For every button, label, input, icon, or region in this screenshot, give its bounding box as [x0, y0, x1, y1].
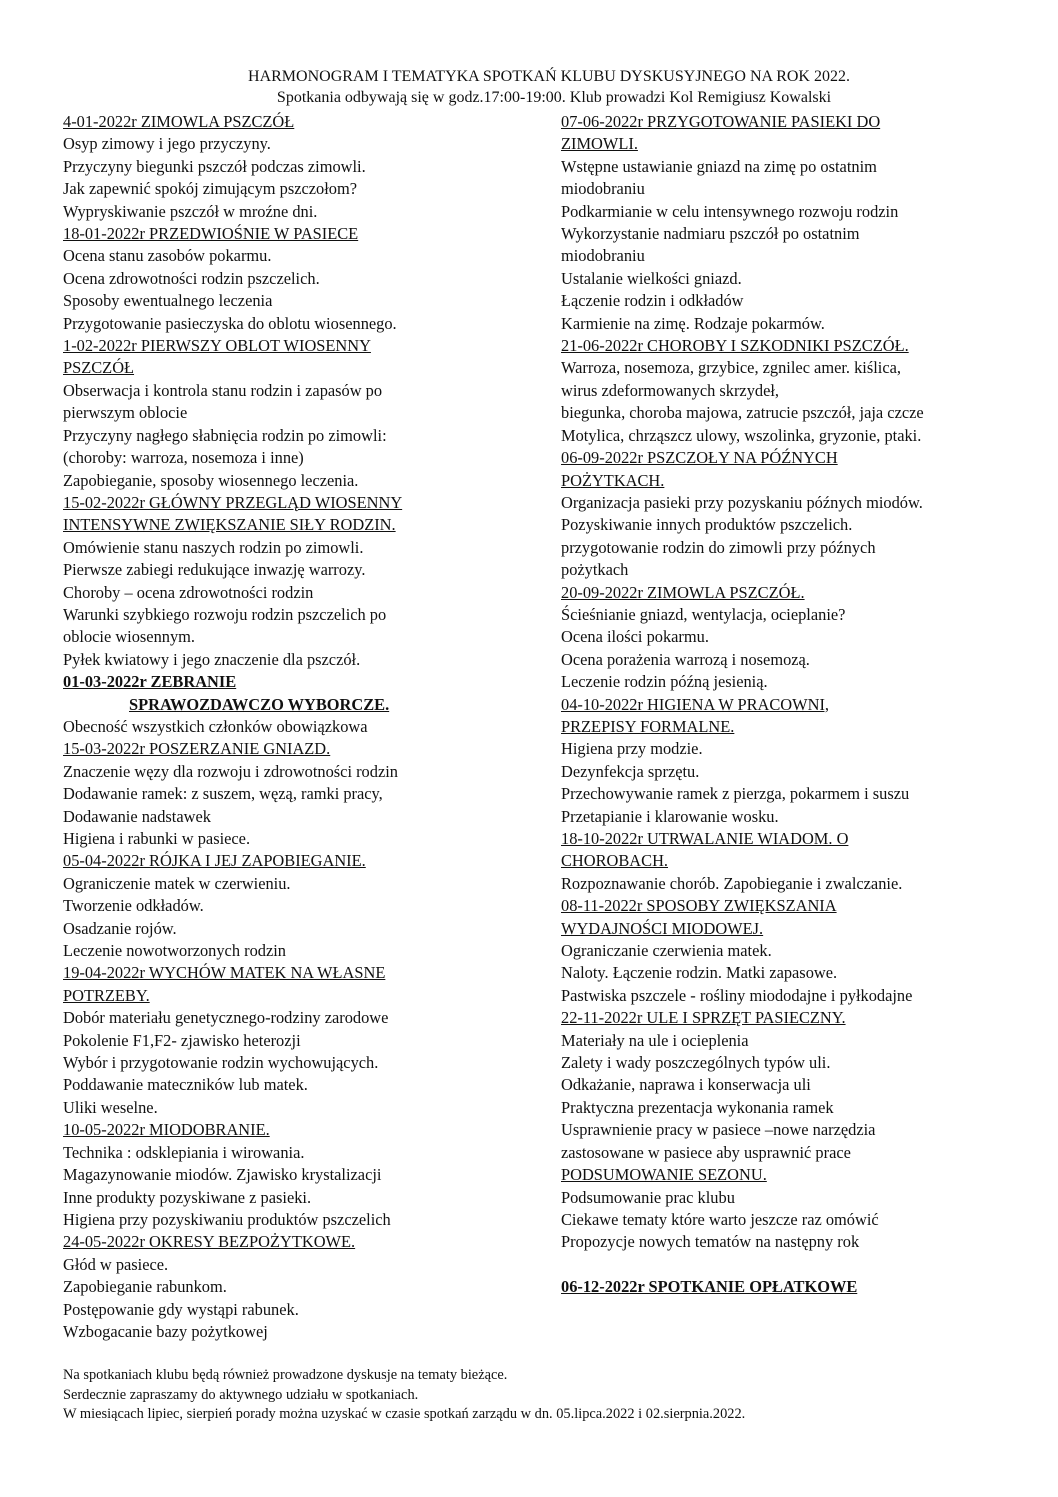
- topic-line: wirus zdeformowanych skrzydeł,: [561, 380, 780, 400]
- topic-line: Znaczenie węzy dla rozwoju i zdrowotności rodzin: [63, 761, 398, 781]
- topic-line: Ustalanie wielkości gniazd.: [561, 268, 742, 288]
- meeting-title: ZIMOWLI.: [561, 134, 638, 154]
- meeting-title: 06-09-2022r PSZCZOŁY NA PÓŹNYCH: [561, 448, 838, 468]
- topic-line: Magazynowanie miodów. Zjawisko krystalizacji: [63, 1165, 382, 1185]
- meeting-title: 08-11-2022r SPOSOBY ZWIĘKSZANIA: [561, 896, 837, 916]
- topic-line: Naloty. Łączenie rodzin. Matki zapasowe.: [561, 963, 838, 983]
- document-title: HARMONOGRAM I TEMATYKA SPOTKAŃ KLUBU DYSKUSYJNEGO NA ROK 2022.: [248, 68, 850, 85]
- topic-line: Podkarmianie w celu intensywnego rozwoju rodzin: [561, 201, 899, 221]
- topic-line: Osadzanie rojów.: [63, 918, 177, 938]
- topic-line: Przetapianie i klarowanie wosku.: [561, 806, 779, 826]
- spacer: [561, 1254, 1001, 1276]
- meeting-title: 05-04-2022r RÓJKA I JEJ ZAPOBIEGANIE.: [63, 851, 366, 871]
- meeting-section: [561, 111, 1001, 335]
- meeting-title: PRZEPISY FORMALNE.: [561, 716, 735, 736]
- topic-line: Ograniczenie matek w czerwieniu.: [63, 873, 291, 893]
- meeting-section: [561, 582, 1001, 694]
- meeting-title: INTENSYWNE ZWIĘKSZANIE SIŁY RODZIN.: [63, 515, 396, 535]
- topic-line: Organizacja pasieki przy pozyskaniu późnych miodów.: [561, 492, 923, 512]
- topic-line: Zapobieganie, sposoby wiosennego leczenia.: [63, 470, 359, 490]
- meeting-title: 10-05-2022r MIODOBRANIE.: [63, 1120, 270, 1140]
- topic-line: Pokolenie F1,F2- zjawisko heterozji: [63, 1030, 301, 1050]
- meeting-section: [63, 111, 473, 223]
- topic-line: Dodawanie ramek: z suszem, węzą, ramki pracy,: [63, 784, 383, 804]
- topic-line: Wykorzystanie nadmiaru pszczół po ostatnim: [561, 224, 860, 244]
- topic-line: Inne produkty pozyskiwane z pasieki.: [63, 1187, 312, 1207]
- meeting-section: [63, 962, 473, 1119]
- topic-line: Łączenie rodzin i odkładów: [561, 291, 744, 311]
- topic-line: Jak zapewnić spokój zimującym pszczołom?: [63, 179, 358, 199]
- footer-notes: [63, 1366, 1023, 1425]
- topic-line: przygotowanie rodzin do zimowli przy późnych: [561, 537, 876, 557]
- right-column: [561, 111, 1001, 1298]
- topic-line: Wstępne ustawianie gniazd na zimę po ostatnim: [561, 156, 877, 176]
- topic-line: Obecność wszystkich członków obowiązkowa: [63, 716, 368, 736]
- meeting-title: 21-06-2022r CHOROBY I SZKODNIKI PSZCZÓŁ.: [561, 336, 909, 356]
- meeting-title: 24-05-2022r OKRESY BEZPOŻYTKOWE.: [63, 1232, 356, 1252]
- meeting-section: [561, 1007, 1001, 1164]
- topic-line: Dezynfekcja sprzętu.: [561, 761, 700, 781]
- topic-line: biegunka, choroba majowa, zatrucie pszczół, jaja czcze: [561, 403, 924, 423]
- topic-line: Warroza, nosemoza, grzybice, zgnilec amer. kiślica,: [561, 358, 901, 378]
- topic-line: Technika : odsklepiania i wirowania.: [63, 1142, 305, 1162]
- meeting-section: [63, 223, 473, 335]
- topic-line: Tworzenie odkładów.: [63, 896, 204, 916]
- topic-line: Propozycje nowych tematów na następny rok: [561, 1232, 860, 1252]
- topic-line: Materiały na ule i ocieplenia: [561, 1030, 749, 1050]
- topic-line: Osyp zimowy i jego przyczyny.: [63, 134, 271, 154]
- meeting-title: 06-12-2022r SPOTKANIE OPŁATKOWE: [561, 1276, 858, 1296]
- meeting-title: 4-01-2022r ZIMOWLA PSZCZÓŁ: [63, 112, 295, 131]
- meeting-section: [561, 694, 1001, 828]
- topic-line: miodobraniu: [561, 179, 645, 199]
- topic-line: Ograniczanie czerwienia matek.: [561, 941, 772, 961]
- meeting-section: [561, 1164, 1001, 1254]
- meeting-section: [561, 1254, 1001, 1298]
- meeting-section: [63, 1119, 473, 1231]
- meeting-title: 1-02-2022r PIERWSZY OBLOT WIOSENNY: [63, 336, 371, 356]
- meeting-section: [561, 447, 1001, 581]
- left-column: [63, 111, 473, 1343]
- footer-line: Serdecznie zapraszamy do aktywnego udziału w spotkaniach.: [63, 1386, 419, 1403]
- meeting-section: [63, 1231, 473, 1343]
- meeting-title: SPRAWOZDAWCZO WYBORCZE.: [129, 694, 390, 714]
- topic-line: Zapobieganie rabunkom.: [63, 1277, 227, 1297]
- topic-line: Głód w pasiece.: [63, 1254, 169, 1274]
- topic-line: Praktyczna prezentacja wykonania ramek: [561, 1097, 834, 1117]
- topic-line: Pyłek kwiatowy i jego znaczenie dla pszczół.: [63, 649, 361, 669]
- meeting-title: CHOROBACH.: [561, 851, 669, 871]
- topic-line: Leczenie nowotworzonych rodzin: [63, 941, 287, 961]
- topic-line: Leczenie rodzin późną jesienią.: [561, 672, 768, 692]
- topic-line: Higiena i rabunki w pasiece.: [63, 829, 251, 848]
- topic-line: Ciekawe tematy które warto jeszcze raz omówić: [561, 1209, 879, 1229]
- meeting-section: [63, 738, 473, 850]
- topic-line: Motylica, chrząszcz ulowy, wszolinka, gryzonie, ptaki.: [561, 425, 922, 445]
- topic-line: Wybór i przygotowanie rodzin wychowujących.: [63, 1053, 379, 1073]
- topic-line: Zalety i wady poszczególnych typów uli.: [561, 1053, 831, 1073]
- meeting-title: 22-11-2022r ULE I SPRZĘT PASIECZNY.: [561, 1008, 846, 1028]
- topic-line: Pastwiska pszczele - rośliny miododajne i pyłkodajne: [561, 985, 913, 1005]
- meeting-section: [63, 850, 473, 962]
- topic-line: pierwszym oblocie: [63, 403, 188, 423]
- topic-line: Ocena stanu zasobów pokarmu.: [63, 246, 272, 266]
- topic-line: Higiena przy modzie.: [561, 739, 703, 759]
- topic-line: (choroby: warroza, nosemoza i inne): [63, 448, 304, 468]
- topic-line: Choroby – ocena zdrowotności rodzin: [63, 582, 314, 602]
- topic-line: Rozpoznawanie chorób. Zapobieganie i zwalczanie.: [561, 873, 903, 893]
- topic-line: Ocena ilości pokarmu.: [561, 627, 709, 647]
- footer-line: W miesiącach lipiec, sierpień porady można uzyskać w czasie spotkań zarządu w dn. 05.lipca.2022 i 02.sierpnia.2022.: [63, 1406, 746, 1422]
- topic-line: Obserwacja i kontrola stanu rodzin i zapasów po: [63, 380, 383, 400]
- meeting-title: POTRZEBY.: [63, 985, 150, 1005]
- topic-line: Podsumowanie prac klubu: [561, 1187, 735, 1207]
- topic-line: Uliki weselne.: [63, 1097, 158, 1117]
- meeting-section: [561, 895, 1001, 1007]
- topic-line: pożytkach: [561, 560, 629, 580]
- topic-line: Odkażanie, naprawa i konserwacja uli: [561, 1075, 811, 1095]
- meeting-title: 15-03-2022r POSZERZANIE GNIAZD.: [63, 739, 331, 759]
- document-header: [0, 66, 1058, 108]
- meeting-title: WYDAJNOŚCI MIODOWEJ.: [561, 918, 764, 938]
- meeting-title: 15-02-2022r GŁÓWNY PRZEGLĄD WIOSENNY: [63, 492, 403, 512]
- meeting-section: [561, 828, 1001, 895]
- topic-line: Przyczyny biegunki pszczół podczas zimowli.: [63, 156, 366, 176]
- meeting-section: [561, 335, 1001, 447]
- meeting-section: [63, 671, 473, 738]
- meeting-title: 07-06-2022r PRZYGOTOWANIE PASIEKI DO: [561, 112, 881, 131]
- meeting-title: PSZCZÓŁ: [63, 358, 135, 378]
- meeting-title: 19-04-2022r WYCHÓW MATEK NA WŁASNE: [63, 963, 386, 983]
- topic-line: Ocena porażenia warrozą i nosemozą.: [561, 649, 810, 669]
- topic-line: Przygotowanie pasieczyska do oblotu wiosennego.: [63, 313, 397, 333]
- topic-line: Pozyskiwanie innych produktów pszczelich.: [561, 515, 853, 535]
- meeting-title: 20-09-2022r ZIMOWLA PSZCZÓŁ.: [561, 582, 805, 602]
- topic-line: Ścieśnianie gniazd, wentylacja, ocieplanie?: [561, 604, 846, 624]
- meeting-info: Spotkania odbywają się w godz.17:00-19:00. Klub prowadzi Kol Remigiusz Kowalski: [276, 89, 832, 106]
- meeting-title: 04-10-2022r HIGIENA W PRACOWNI,: [561, 694, 829, 714]
- meeting-title: 18-01-2022r PRZEDWIOŚNIE W PASIECE: [63, 224, 359, 244]
- topic-line: miodobraniu: [561, 246, 645, 266]
- meeting-title: PODSUMOWANIE SEZONU.: [561, 1165, 767, 1185]
- topic-line: Dodawanie nadstawek: [63, 806, 211, 826]
- meeting-title: 18-10-2022r UTRWALANIE WIADOM. O: [561, 829, 849, 848]
- topic-line: Ocena zdrowotności rodzin pszczelich.: [63, 268, 320, 288]
- topic-line: Warunki szybkiego rozwoju rodzin pszczelich po: [63, 604, 387, 624]
- topic-line: Dobór materiału genetycznego-rodziny zarodowe: [63, 1008, 389, 1028]
- topic-line: Przyczyny nagłego słabnięcia rodzin po zimowli:: [63, 425, 387, 445]
- topic-line: Sposoby ewentualnego leczenia: [63, 291, 273, 311]
- topic-line: Higiena przy pozyskiwaniu produktów pszczelich: [63, 1209, 391, 1229]
- meeting-title: 01-03-2022r ZEBRANIE: [63, 672, 237, 692]
- topic-line: Postępowanie gdy wystąpi rabunek.: [63, 1299, 299, 1319]
- topic-line: Pierwsze zabiegi redukujące inwazję warrozy.: [63, 560, 366, 580]
- meeting-section: [63, 335, 473, 492]
- topic-line: Usprawnienie pracy w pasiece –nowe narzędzia: [561, 1120, 876, 1140]
- topic-line: Wzbogacanie bazy pożytkowej: [63, 1321, 268, 1341]
- topic-line: Karmienie na zimę. Rodzaje pokarmów.: [561, 313, 825, 333]
- topic-line: oblocie wiosennym.: [63, 627, 196, 647]
- topic-line: zastosowane w pasiece aby usprawnić prace: [561, 1142, 851, 1162]
- meeting-title: POŻYTKACH.: [561, 470, 665, 490]
- meeting-section: [63, 492, 473, 671]
- footer-line: Na spotkaniach klubu będą również prowadzone dyskusje na tematy bieżące.: [63, 1367, 508, 1383]
- topic-line: Poddawanie mateczników lub matek.: [63, 1075, 308, 1095]
- topic-line: Omówienie stanu naszych rodzin po zimowli.: [63, 537, 364, 557]
- topic-line: Wypryskiwanie pszczół w mroźne dni.: [63, 201, 318, 221]
- topic-line: Przechowywanie ramek z pierzga, pokarmem i suszu: [561, 784, 910, 804]
